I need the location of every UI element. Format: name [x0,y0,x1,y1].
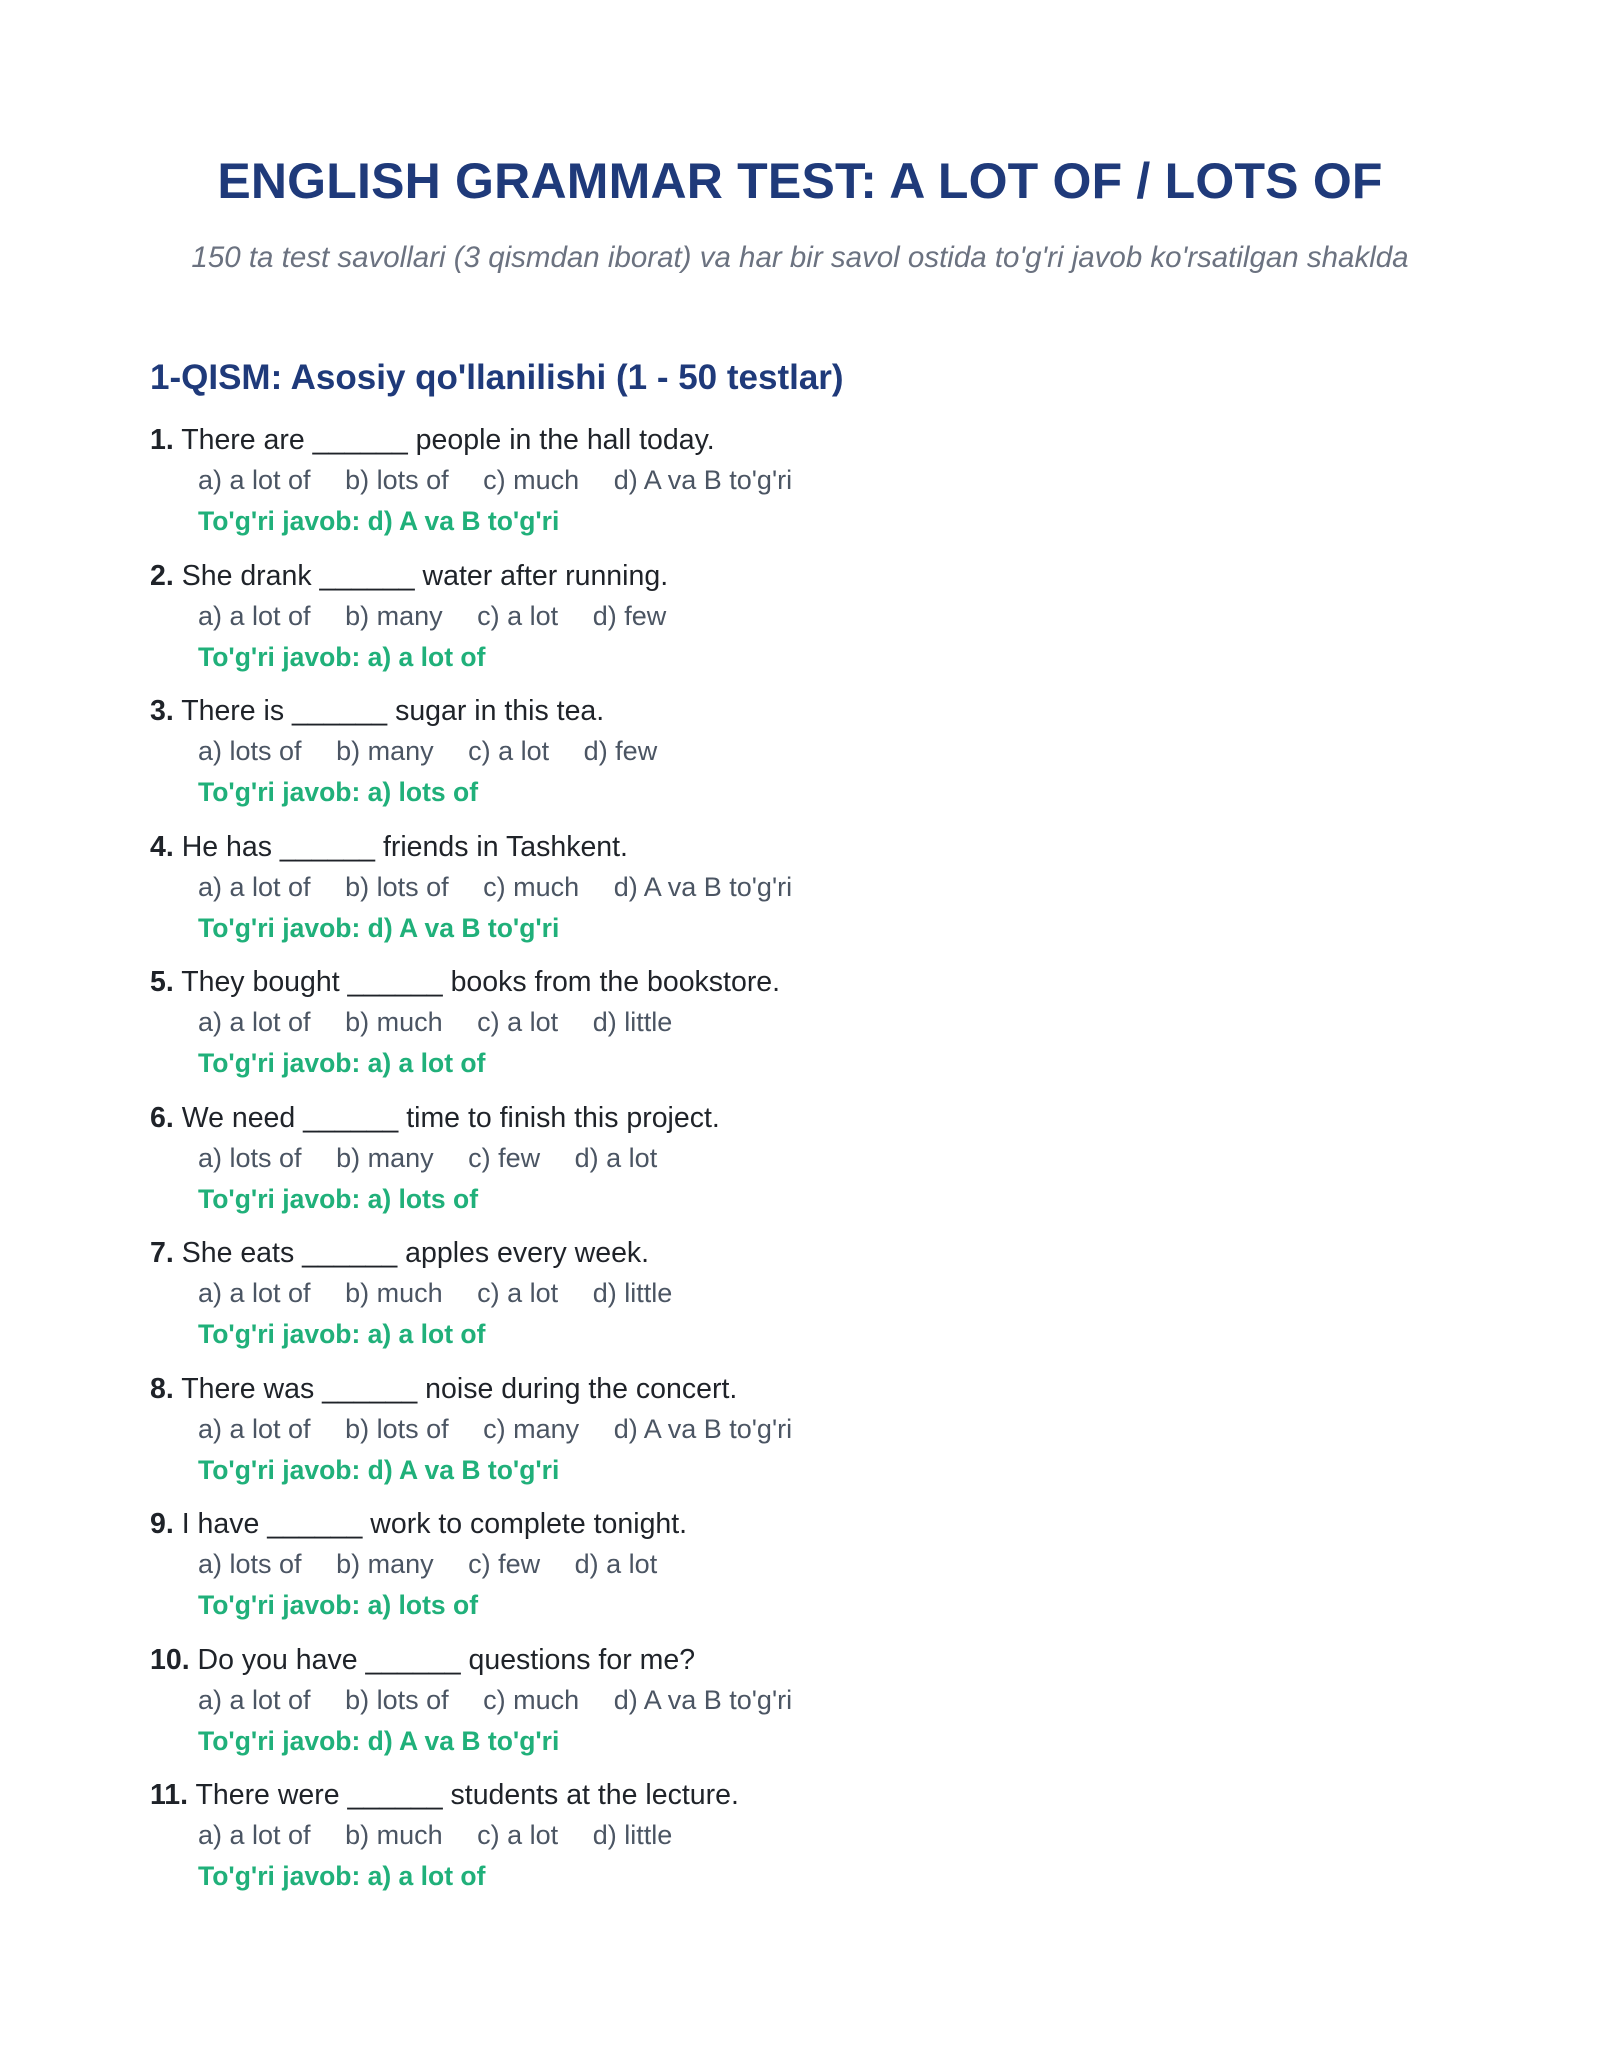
option-b: b) lots of [345,871,449,902]
question-list [150,420,1450,1911]
option-d: d) A va B to'g'ri [613,1684,793,1715]
option-d: d) little [592,1007,673,1037]
correct-answer: To'g'ri javob: d) A va B to'g'ri [198,912,560,943]
option-c: c) few [468,1549,541,1579]
answer-options [198,596,1450,637]
question-number: 7. [150,1237,174,1269]
option-c: c) much [483,1684,580,1715]
option-b: b) many [336,1142,434,1173]
question-line [150,1098,1450,1138]
answer-options [198,1815,1450,1856]
question-number: 5. [150,966,174,998]
question-line [150,420,1450,460]
option-d: d) A va B to'g'ri [613,1413,793,1444]
correct-answer: To'g'ri javob: a) a lot of [198,641,486,672]
option-b: b) lots of [345,1413,449,1444]
option-b: b) many [336,1549,434,1579]
option-d: d) few [583,736,658,766]
option-d: d) a lot [574,1142,658,1173]
answer-options [198,731,1450,772]
question-number: 8. [150,1372,174,1405]
question-item [150,1098,1450,1234]
option-b: b) much [345,1820,443,1850]
option-a: a) a lot of [198,871,311,902]
question-item [150,691,1450,827]
correct-answer: To'g'ri javob: a) a lot of [198,1861,486,1891]
question-item [150,1504,1450,1640]
option-c: c) a lot [477,1278,559,1308]
correct-answer: To'g'ri javob: a) lots of [198,1590,479,1620]
question-item [150,1233,1450,1369]
question-text: I have ______ work to complete tonight. [181,1508,688,1540]
answer-options [198,1273,1450,1314]
option-a: a) a lot of [198,1007,311,1037]
question-item [150,827,1450,963]
option-a: a) a lot of [198,1684,311,1715]
question-item [150,1640,1450,1776]
option-a: a) a lot of [198,1278,311,1308]
option-c: c) a lot [477,1820,559,1850]
question-text: They bought ______ books from the bookstore. [181,966,781,998]
question-text: There is ______ sugar in this tea. [181,695,605,727]
answer-options [198,1138,1450,1179]
question-text: She eats ______ apples every week. [181,1237,650,1269]
option-b: b) lots of [345,465,449,495]
option-d: d) A va B to'g'ri [613,465,793,495]
question-number: 2. [150,559,174,592]
question-number: 9. [150,1508,174,1540]
question-text: There was ______ noise during the concert. [181,1372,738,1405]
question-text: There were ______ students at the lecture. [195,1779,739,1811]
answer-options [198,1544,1450,1585]
question-text: Do you have ______ questions for me? [197,1643,696,1676]
question-text: There are ______ people in the hall today. [181,424,715,456]
answer-options [198,1409,1450,1450]
option-b: b) much [345,1278,443,1308]
question-number: 1. [150,424,174,456]
question-number: 11. [150,1779,189,1811]
correct-answer: To'g'ri javob: d) A va B to'g'ri [198,506,560,536]
correct-answer: To'g'ri javob: a) a lot of [198,1319,486,1349]
section-title: 1-QISM: Asosiy qo'llanilishi (1 - 50 testlar) [150,358,844,397]
question-number: 4. [150,830,174,863]
question-number: 6. [150,1101,174,1134]
correct-answer: To'g'ri javob: a) lots of [198,1183,479,1214]
question-line [150,1775,1450,1815]
option-c: c) a lot [468,736,550,766]
answer-options [198,460,1450,501]
option-b: b) many [345,600,443,631]
correct-answer: To'g'ri javob: a) lots of [198,777,479,807]
question-line [150,1233,1450,1273]
question-text: She drank ______ water after running. [181,559,669,592]
document-title: ENGLISH GRAMMAR TEST: A LOT OF / LOTS OF [217,153,1383,209]
option-d: d) few [592,600,667,631]
option-c: c) much [483,465,580,495]
answer-options [198,867,1450,908]
question-line [150,962,1450,1002]
option-c: c) a lot [477,1007,559,1037]
option-a: a) lots of [198,736,302,766]
question-item [150,962,1450,1098]
question-text: We need ______ time to finish this project. [181,1101,720,1134]
option-d: d) little [592,1278,673,1308]
option-c: c) a lot [477,600,559,631]
option-a: a) a lot of [198,1413,311,1444]
question-number: 3. [150,695,174,727]
option-a: a) lots of [198,1142,302,1173]
question-line [150,827,1450,867]
question-item [150,420,1450,556]
option-a: a) a lot of [198,465,311,495]
option-b: b) many [336,736,434,766]
question-line [150,556,1450,596]
question-item [150,1369,1450,1505]
correct-answer: To'g'ri javob: d) A va B to'g'ri [198,1454,560,1485]
question-line [150,1369,1450,1409]
option-c: c) few [468,1142,541,1173]
option-b: b) much [345,1007,443,1037]
question-item [150,1775,1450,1911]
option-d: d) A va B to'g'ri [613,871,793,902]
option-a: a) a lot of [198,600,311,631]
answer-options [198,1002,1450,1043]
question-text: He has ______ friends in Tashkent. [181,830,628,863]
document-subtitle: 150 ta test savollari (3 qismdan iborat) va har bir savol ostida to'g'ri javob ko'rsatilgan shaklda [191,241,1409,274]
question-item [150,556,1450,692]
option-c: c) much [483,871,580,902]
question-line [150,691,1450,731]
option-a: a) lots of [198,1549,302,1579]
option-d: d) little [592,1820,673,1850]
option-d: d) a lot [574,1549,658,1579]
correct-answer: To'g'ri javob: d) A va B to'g'ri [198,1725,560,1756]
question-line [150,1640,1450,1680]
question-number: 10. [150,1643,190,1676]
correct-answer: To'g'ri javob: a) a lot of [198,1048,486,1078]
option-a: a) a lot of [198,1820,311,1850]
option-b: b) lots of [345,1684,449,1715]
option-c: c) many [483,1413,580,1444]
answer-options [198,1680,1450,1721]
question-line [150,1504,1450,1544]
